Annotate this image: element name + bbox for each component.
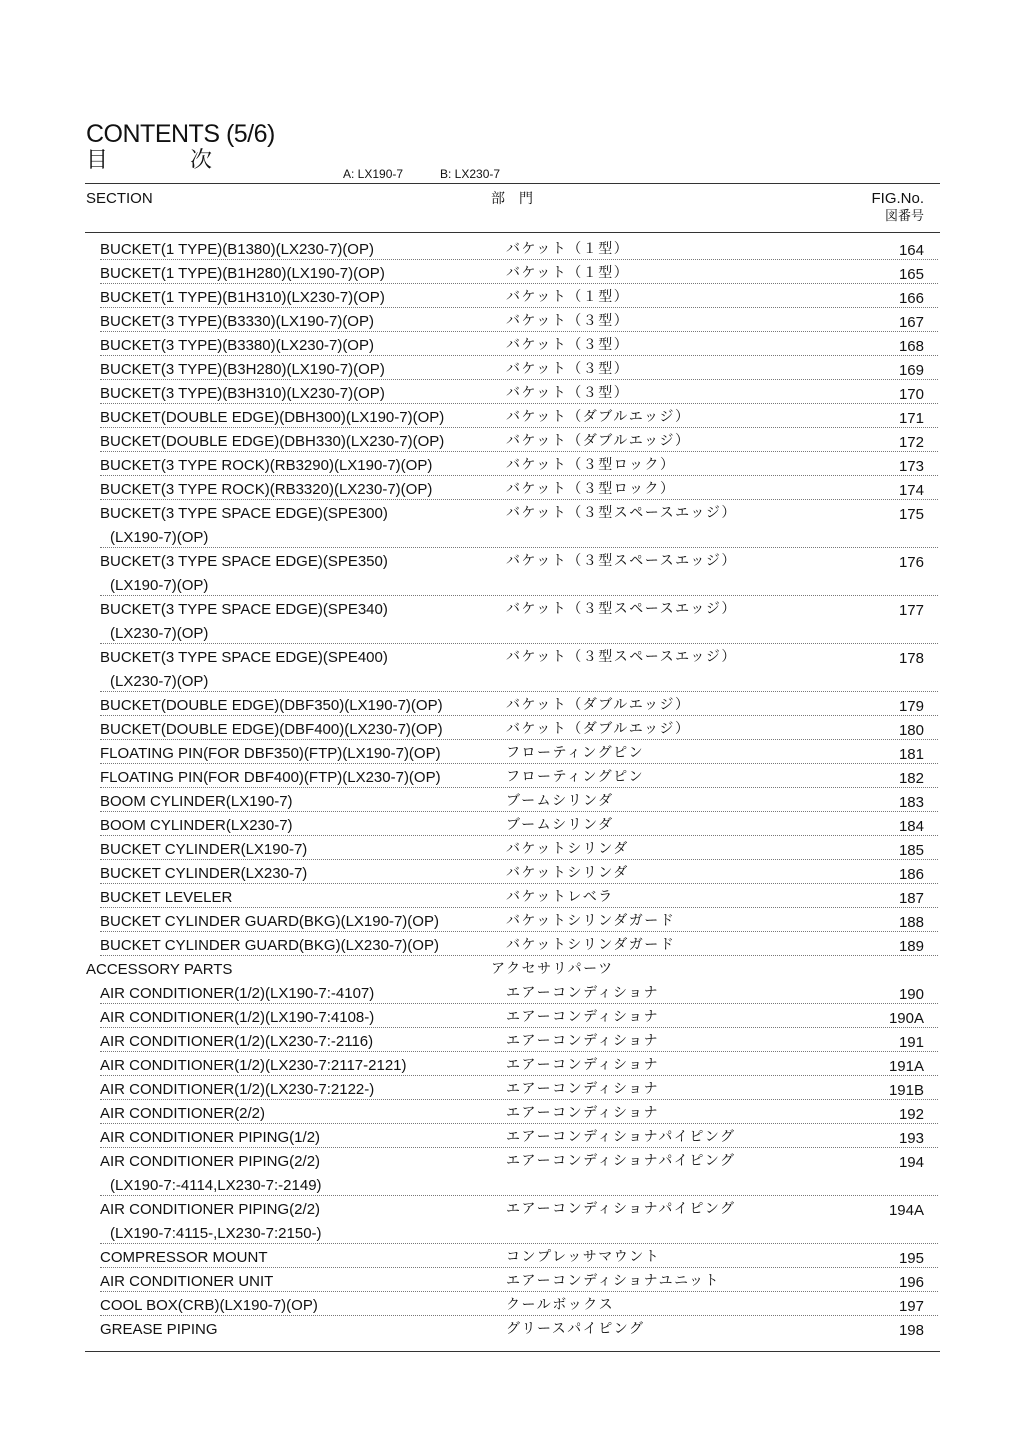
table-row[interactable] bbox=[0, 837, 1024, 861]
section-name-jp: バケット（３型スペースエッジ） bbox=[506, 601, 737, 617]
fig-number: 170 bbox=[898, 386, 924, 403]
section-name-jp: グリースパイピング bbox=[506, 1321, 645, 1337]
section-name-jp: ブームシリンダ bbox=[506, 817, 614, 833]
section-name-jp: エアーコンディショナ bbox=[506, 985, 660, 1001]
table-row[interactable] bbox=[0, 261, 1024, 285]
section-name: AIR CONDITIONER(1/2)(LX230-7:-2116) bbox=[100, 1033, 374, 1050]
section-name: BUCKET(3 TYPE)(B3330)(LX190-7)(OP) bbox=[100, 313, 374, 330]
section-name: BUCKET(DOUBLE EDGE)(DBF400)(LX230-7)(OP) bbox=[100, 721, 443, 738]
fig-number: 178 bbox=[898, 650, 924, 667]
table-row[interactable] bbox=[0, 597, 1024, 645]
title-jp-char-2: 次 bbox=[190, 148, 213, 173]
table-row[interactable] bbox=[0, 1125, 1024, 1149]
section-name: ACCESSORY PARTS bbox=[86, 961, 233, 978]
fig-number: 171 bbox=[898, 410, 924, 427]
fig-number: 188 bbox=[898, 914, 924, 931]
table-row[interactable] bbox=[0, 429, 1024, 453]
fig-number: 172 bbox=[898, 434, 924, 451]
table-row[interactable] bbox=[0, 357, 1024, 381]
table-bottom-rule bbox=[85, 1351, 940, 1352]
section-name-jp: バケット（３型スペースエッジ） bbox=[506, 505, 737, 521]
section-name-jp: バケット（１型） bbox=[506, 265, 630, 281]
section-name-jp: バケット（１型） bbox=[506, 241, 630, 257]
section-name: FLOATING PIN(FOR DBF400)(FTP)(LX230-7)(OP) bbox=[100, 769, 441, 786]
table-row[interactable] bbox=[0, 1149, 1024, 1197]
table-row[interactable] bbox=[0, 1101, 1024, 1125]
fig-number: 196 bbox=[898, 1274, 924, 1291]
table-row[interactable] bbox=[0, 1077, 1024, 1101]
table-row[interactable] bbox=[0, 1197, 1024, 1245]
section-name: BUCKET(1 TYPE)(B1H280)(LX190-7)(OP) bbox=[100, 265, 385, 282]
section-name-jp: エアーコンディショナ bbox=[506, 1081, 660, 1097]
column-header-fig-jp: 図番号 bbox=[884, 209, 924, 224]
header-bottom-rule bbox=[85, 232, 940, 233]
fig-number: 193 bbox=[898, 1130, 924, 1147]
section-name-jp: コンプレッサマウント bbox=[506, 1249, 661, 1265]
table-row[interactable] bbox=[0, 861, 1024, 885]
fig-number: 186 bbox=[898, 866, 924, 883]
section-name: AIR CONDITIONER PIPING(2/2) bbox=[100, 1201, 321, 1218]
section-name-continued: (LX190-7:-4114,LX230-7:-2149) bbox=[110, 1177, 322, 1194]
section-name: COMPRESSOR MOUNT bbox=[100, 1249, 268, 1266]
fig-number: 191 bbox=[898, 1034, 924, 1051]
table-row[interactable] bbox=[0, 981, 1024, 1005]
section-name: BUCKET CYLINDER GUARD(BKG)(LX230-7)(OP) bbox=[100, 937, 439, 954]
section-name-jp: フローティングピン bbox=[506, 745, 645, 761]
table-row[interactable] bbox=[0, 1269, 1024, 1293]
section-name-jp: エアーコンディショナユニット bbox=[506, 1273, 721, 1289]
table-row[interactable] bbox=[0, 549, 1024, 597]
fig-number: 191B bbox=[888, 1082, 924, 1099]
fig-number: 181 bbox=[898, 746, 924, 763]
column-header-section: SECTION bbox=[86, 190, 153, 207]
table-row[interactable] bbox=[0, 717, 1024, 741]
table-row[interactable] bbox=[0, 333, 1024, 357]
fig-number: 184 bbox=[898, 818, 924, 835]
section-name: BUCKET(3 TYPE)(B3380)(LX230-7)(OP) bbox=[100, 337, 374, 354]
section-name: BUCKET(1 TYPE)(B1380)(LX230-7)(OP) bbox=[100, 241, 374, 258]
table-row[interactable] bbox=[0, 1029, 1024, 1053]
section-name: AIR CONDITIONER(1/2)(LX190-7:4108-) bbox=[100, 1009, 375, 1026]
fig-number: 182 bbox=[898, 770, 924, 787]
section-name: AIR CONDITIONER(1/2)(LX230-7:2117-2121) bbox=[100, 1057, 407, 1074]
fig-number: 197 bbox=[898, 1298, 924, 1315]
fig-number: 167 bbox=[898, 314, 924, 331]
table-row[interactable] bbox=[0, 741, 1024, 765]
section-name-jp: クールボックス bbox=[506, 1297, 615, 1313]
section-name-jp: バケット（３型） bbox=[506, 385, 630, 401]
fig-number: 180 bbox=[898, 722, 924, 739]
section-name-jp: エアーコンディショナ bbox=[506, 1009, 660, 1025]
section-name-jp: バケット（３型ロック） bbox=[506, 481, 676, 497]
section-name: AIR CONDITIONER(2/2) bbox=[100, 1105, 266, 1122]
section-name-jp: バケット（３型） bbox=[506, 361, 630, 377]
section-name: BOOM CYLINDER(LX190-7) bbox=[100, 793, 293, 810]
table-row[interactable] bbox=[0, 309, 1024, 333]
section-name-continued: (LX230-7)(OP) bbox=[110, 625, 209, 642]
section-name-jp: バケットシリンダガード bbox=[506, 913, 676, 929]
section-name-jp: エアーコンディショナパイピング bbox=[506, 1153, 736, 1169]
table-row[interactable] bbox=[0, 813, 1024, 837]
title-jp-char-1: 目 bbox=[86, 148, 109, 173]
contents-table bbox=[0, 237, 1024, 1341]
table-row[interactable] bbox=[0, 453, 1024, 477]
fig-number: 166 bbox=[898, 290, 924, 307]
section-name-jp: バケット（ダブルエッジ） bbox=[506, 409, 691, 425]
section-name-jp: バケット（ダブルエッジ） bbox=[506, 721, 691, 737]
table-row[interactable] bbox=[0, 885, 1024, 909]
section-name-jp: バケット（３型） bbox=[506, 337, 630, 353]
table-row[interactable] bbox=[0, 477, 1024, 501]
section-name-jp: バケット（３型ロック） bbox=[506, 457, 676, 473]
category-row[interactable] bbox=[0, 957, 1024, 981]
section-name-jp: バケット（３型） bbox=[506, 313, 630, 329]
column-header-fig bbox=[871, 190, 924, 226]
section-name: BUCKET(3 TYPE SPACE EDGE)(SPE400) bbox=[100, 649, 388, 666]
section-name-jp: バケットレベラ bbox=[506, 889, 614, 905]
column-header-section-jp: 部門 bbox=[491, 191, 547, 207]
table-row[interactable] bbox=[0, 1053, 1024, 1077]
fig-number: 194 bbox=[898, 1154, 924, 1171]
section-name-jp: エアーコンディショナパイピング bbox=[506, 1129, 736, 1145]
table-row[interactable] bbox=[0, 933, 1024, 957]
section-name: BUCKET(3 TYPE SPACE EDGE)(SPE300) bbox=[100, 505, 388, 522]
section-name: AIR CONDITIONER PIPING(1/2) bbox=[100, 1129, 321, 1146]
table-row[interactable] bbox=[0, 381, 1024, 405]
table-row[interactable] bbox=[0, 1005, 1024, 1029]
fig-number: 195 bbox=[898, 1250, 924, 1267]
page-title: CONTENTS (5/6) bbox=[86, 120, 275, 148]
section-name-jp: バケットシリンダ bbox=[506, 865, 629, 881]
section-name: BUCKET CYLINDER(LX230-7) bbox=[100, 865, 308, 882]
section-name: BUCKET(3 TYPE)(B3H310)(LX230-7)(OP) bbox=[100, 385, 385, 402]
section-name: AIR CONDITIONER(1/2)(LX190-7:-4107) bbox=[100, 985, 375, 1002]
table-row[interactable] bbox=[0, 765, 1024, 789]
section-name: BUCKET CYLINDER GUARD(BKG)(LX190-7)(OP) bbox=[100, 913, 439, 930]
section-name-continued: (LX190-7)(OP) bbox=[110, 529, 209, 546]
section-name-jp: エアーコンディショナ bbox=[506, 1057, 660, 1073]
section-name-continued: (LX190-7)(OP) bbox=[110, 577, 209, 594]
legend-model-a: A: LX190-7 bbox=[343, 167, 404, 181]
table-row[interactable] bbox=[0, 237, 1024, 261]
table-row[interactable] bbox=[0, 405, 1024, 429]
table-row[interactable] bbox=[0, 1317, 1024, 1341]
section-name: BUCKET(DOUBLE EDGE)(DBH300)(LX190-7)(OP) bbox=[100, 409, 445, 426]
section-name: BOOM CYLINDER(LX230-7) bbox=[100, 817, 293, 834]
section-name-jp: エアーコンディショナ bbox=[506, 1105, 660, 1121]
fig-number: 165 bbox=[898, 266, 924, 283]
section-name-jp: バケット（ダブルエッジ） bbox=[506, 433, 691, 449]
section-name-jp: バケット（３型スペースエッジ） bbox=[506, 649, 737, 665]
section-name: BUCKET CYLINDER(LX190-7) bbox=[100, 841, 308, 858]
section-name: FLOATING PIN(FOR DBF350)(FTP)(LX190-7)(OP) bbox=[100, 745, 441, 762]
table-row[interactable] bbox=[0, 1245, 1024, 1269]
section-name-jp: エアーコンディショナパイピング bbox=[506, 1201, 736, 1217]
fig-number: 174 bbox=[898, 482, 924, 499]
section-name: COOL BOX(CRB)(LX190-7)(OP) bbox=[100, 1297, 318, 1314]
section-name-jp: バケット（３型スペースエッジ） bbox=[506, 553, 737, 569]
section-name-jp: ブームシリンダ bbox=[506, 793, 614, 809]
table-row[interactable] bbox=[0, 1293, 1024, 1317]
fig-number: 183 bbox=[898, 794, 924, 811]
fig-number: 189 bbox=[898, 938, 924, 955]
fig-number: 190 bbox=[898, 986, 924, 1003]
table-row[interactable] bbox=[0, 285, 1024, 309]
section-name: BUCKET(3 TYPE ROCK)(RB3320)(LX230-7)(OP) bbox=[100, 481, 433, 498]
fig-number: 175 bbox=[898, 506, 924, 523]
fig-number: 168 bbox=[898, 338, 924, 355]
section-name-jp: バケットシリンダガード bbox=[506, 937, 676, 953]
section-name: AIR CONDITIONER UNIT bbox=[100, 1273, 274, 1290]
section-name: GREASE PIPING bbox=[100, 1321, 218, 1338]
fig-number: 190A bbox=[888, 1010, 924, 1027]
section-name-jp: フローティングピン bbox=[506, 769, 645, 785]
section-name: BUCKET(3 TYPE)(B3H280)(LX190-7)(OP) bbox=[100, 361, 385, 378]
section-name: BUCKET(1 TYPE)(B1H310)(LX230-7)(OP) bbox=[100, 289, 385, 306]
table-row[interactable] bbox=[0, 501, 1024, 549]
page-title-jp bbox=[86, 147, 212, 175]
section-name-jp: バケット（ダブルエッジ） bbox=[506, 697, 691, 713]
fig-number: 194A bbox=[888, 1202, 924, 1219]
fig-number: 177 bbox=[898, 602, 924, 619]
fig-number: 192 bbox=[898, 1106, 924, 1123]
fig-number: 169 bbox=[898, 362, 924, 379]
fig-number: 198 bbox=[898, 1322, 924, 1339]
section-name: BUCKET(3 TYPE SPACE EDGE)(SPE350) bbox=[100, 553, 388, 570]
fig-number: 191A bbox=[888, 1058, 924, 1075]
header-top-rule bbox=[85, 183, 940, 184]
section-name-continued: (LX230-7)(OP) bbox=[110, 673, 209, 690]
table-row[interactable] bbox=[0, 645, 1024, 693]
section-name-jp: アクセサリパーツ bbox=[491, 961, 614, 977]
section-name: BUCKET(DOUBLE EDGE)(DBH330)(LX230-7)(OP) bbox=[100, 433, 445, 450]
fig-number: 185 bbox=[898, 842, 924, 859]
fig-number: 164 bbox=[898, 242, 924, 259]
section-name: AIR CONDITIONER(1/2)(LX230-7:2122-) bbox=[100, 1081, 375, 1098]
fig-number: 179 bbox=[898, 698, 924, 715]
section-name: BUCKET(DOUBLE EDGE)(DBF350)(LX190-7)(OP) bbox=[100, 697, 443, 714]
table-row[interactable] bbox=[0, 909, 1024, 933]
section-name: BUCKET(3 TYPE SPACE EDGE)(SPE340) bbox=[100, 601, 388, 618]
section-name-jp: エアーコンディショナ bbox=[506, 1033, 660, 1049]
section-name-jp: バケットシリンダ bbox=[506, 841, 629, 857]
fig-number: 187 bbox=[898, 890, 924, 907]
section-name-continued: (LX190-7:4115-,LX230-7:2150-) bbox=[110, 1225, 322, 1242]
table-row[interactable] bbox=[0, 789, 1024, 813]
section-name: BUCKET(3 TYPE ROCK)(RB3290)(LX190-7)(OP) bbox=[100, 457, 433, 474]
fig-number: 176 bbox=[898, 554, 924, 571]
section-name: BUCKET LEVELER bbox=[100, 889, 233, 906]
section-name: AIR CONDITIONER PIPING(2/2) bbox=[100, 1153, 321, 1170]
fig-number: 173 bbox=[898, 458, 924, 475]
table-row[interactable] bbox=[0, 693, 1024, 717]
column-header-fig-en: FIG.No. bbox=[871, 190, 924, 207]
legend-model-b: B: LX230-7 bbox=[440, 167, 501, 181]
section-name-jp: バケット（１型） bbox=[506, 289, 630, 305]
